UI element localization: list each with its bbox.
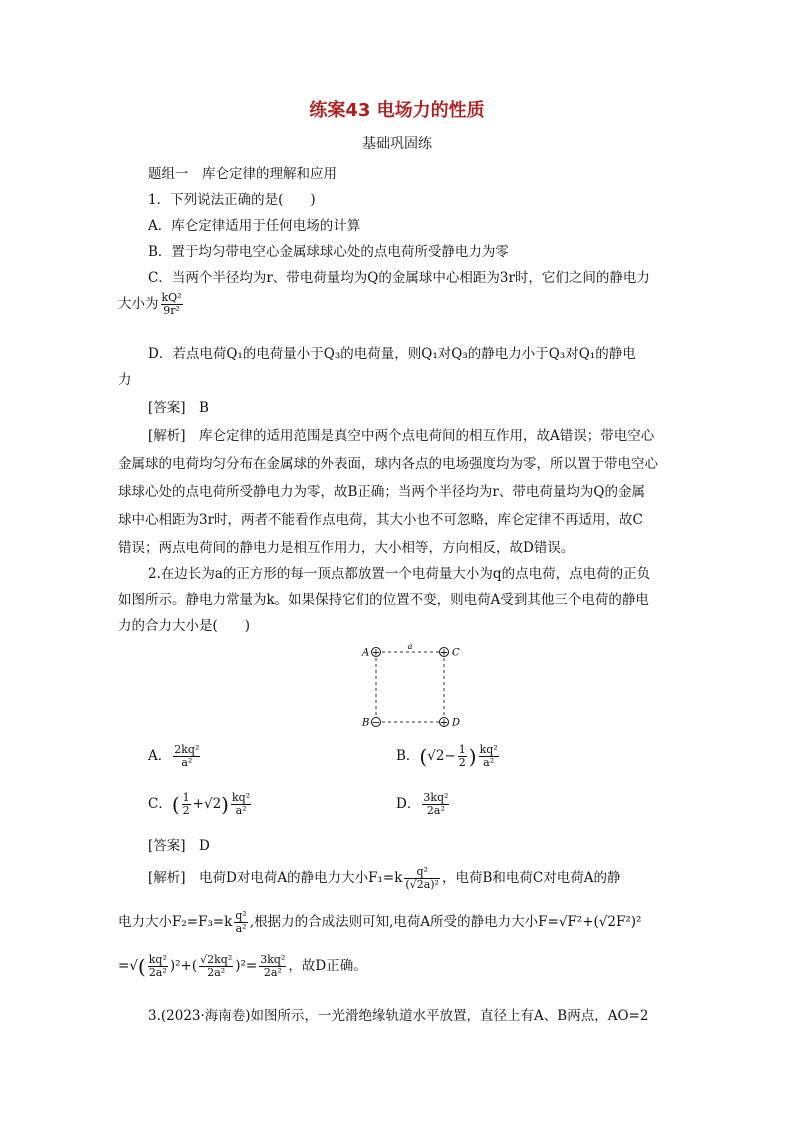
q2-exp2-num: q²: [235, 909, 247, 922]
opt-d-den: 2a²: [426, 804, 445, 817]
q1-answer: [答案] B: [148, 400, 209, 416]
opt-b-inner: √2−: [427, 748, 456, 764]
section-subtitle: 基础巩固练: [362, 136, 432, 152]
q2-exp2-b: ,根据力的合成法则可知,电荷A所受的静电力大小F=√F²+(√2F²)²: [249, 914, 642, 930]
q1-stem: 1．下列说法正确的是( ): [148, 192, 316, 208]
opt-d-frac: [422, 792, 449, 817]
opt-b-rparen: ): [468, 744, 477, 769]
page-title: 练案43 电场力的性质: [309, 100, 485, 121]
q1-option-c-line1: C．当两个半径均为r、带电荷量均为Q的金属球中心相距为3r时，它们之间的静电力: [148, 270, 650, 286]
opt-b-subfrac: [458, 744, 467, 769]
q2-exp3-frac2: [199, 954, 233, 979]
opt-b-fn: 1: [458, 743, 466, 756]
q1-c-fraction: [161, 292, 183, 317]
q2-exp1-den: (√2a)²: [405, 878, 439, 891]
q3-stem: 3.(2023·海南卷)如图所示，一光滑绝缘轨道水平放置，直径上有A、B两点，AO=2: [148, 1008, 649, 1024]
q2-explanation-1: [148, 866, 620, 891]
q2-stem-1: 2.在边长为a的正方形的每一顶点都放置一个电荷量大小为q的点电荷，点电荷的正负: [148, 566, 651, 582]
q2-explanation-3: =√( $\frac{\text{kq²}}{\text{2a²}}$ )²+( $\frac{\text{√2kq²}}{\text{2a²}}$ )²= $\frac{\text{3kq²}}{\text{2a²}}$ ，故D正确。: [118, 953, 367, 979]
group-heading: 题组一 库仑定律的理解和应用: [148, 166, 337, 182]
q2-option-a: [148, 744, 202, 769]
q2-exp3-close: )²=: [235, 958, 258, 974]
opt-c-fd: 2: [182, 804, 190, 817]
q2-exp3-den2: 2a²: [207, 966, 226, 979]
opt-c-inner: +√2: [192, 796, 222, 812]
opt-a-num: 2kq²: [174, 743, 200, 756]
opt-d-label: D．: [396, 796, 421, 812]
opt-a-frac: [173, 744, 200, 769]
label-b: B: [362, 717, 370, 729]
label-c: C: [452, 647, 460, 659]
opt-b-den: a²: [483, 756, 495, 769]
opt-a-label: A．: [148, 748, 172, 764]
q2-option-b: [396, 744, 501, 769]
q2-exp3-den1: 2a²: [148, 966, 167, 979]
q2-exp3-mid: )²+(: [169, 958, 198, 974]
q1-option-d-line1: D．若点电荷Q₁的电荷量小于Q₃的电荷量，则Q₁对Q₃的静电力小于Q₃对Q₁的静电: [148, 346, 636, 362]
label-a: A: [362, 647, 370, 659]
q2-option-c: [148, 792, 253, 817]
q2-exp3-den3: 2a²: [263, 966, 282, 979]
q2-exp3-b: ，故D正确。: [288, 958, 367, 974]
opt-a-den: a²: [181, 756, 193, 769]
opt-d-num: 3kq²: [423, 791, 449, 804]
opt-b-frac: [479, 744, 499, 769]
sign-a: +: [371, 647, 381, 659]
q2-exp1-a: [解析] 电荷D对电荷A的静电力大小F₁=k: [148, 870, 403, 886]
opt-c-frac: [231, 792, 251, 817]
opt-b-label: B．: [396, 748, 420, 764]
q2-exp2-den: a²: [235, 922, 247, 935]
sign-c: +: [439, 647, 449, 659]
q1-explanation-5: 错误；两点电荷间的静电力是相互作用力，大小相等，方向相反，故D错误。: [118, 540, 575, 556]
q1-explanation-2: 金属球的电荷均匀分布在金属球的外表面，球内各点的电场强度均为零，所以置于带电空心: [118, 456, 658, 472]
q1-option-c-line2: [118, 292, 185, 317]
q2-exp3-frac3: [259, 954, 286, 979]
q2-answer: [答案] D: [148, 838, 210, 854]
square-charge-figure: [356, 640, 466, 730]
q2-exp2-frac: [234, 910, 247, 935]
q1-c-num: kQ²: [161, 291, 182, 304]
q1-option-a: A．库仑定律适用于任何电场的计算: [148, 218, 361, 234]
label-d: D: [452, 717, 461, 729]
q2-exp3-lparen: (: [137, 954, 146, 979]
q1-c-den: 9r²: [163, 304, 180, 317]
q2-explanation-2: [118, 910, 641, 935]
q2-exp1-num: q²: [404, 866, 440, 879]
opt-c-rparen: ): [221, 792, 229, 817]
q1-option-b: B．置于均匀带电空心金属球球心处的点电荷所受静电力为零: [148, 244, 509, 260]
q2-exp1-b: ，电荷B和电荷C对电荷A的静: [441, 870, 621, 886]
opt-c-num: kq²: [231, 791, 251, 804]
q2-exp3-num2: √2kq²: [200, 953, 233, 966]
opt-b-num: kq²: [479, 743, 498, 756]
sign-b: −: [371, 717, 381, 729]
opt-b-fd: 2: [458, 756, 466, 769]
sign-d: +: [439, 717, 449, 729]
q1-explanation-4: 球中心相距为3r时，两者不能看作点电荷，其大小也不可忽略，库仑定律不再适用，故C: [118, 512, 643, 528]
q1-option-d-line2: 力: [118, 372, 132, 388]
q2-option-d: [396, 792, 451, 817]
label-side: a: [407, 642, 413, 651]
q2-exp3-num3: 3kq²: [260, 953, 286, 966]
opt-c-lparen: (: [171, 792, 180, 817]
q2-exp3-frac1: [148, 954, 168, 979]
opt-c-den: a²: [235, 804, 247, 817]
q2-stem-3: 力的合力大小是( ): [118, 618, 251, 634]
q1-explanation-1: [解析] 库仑定律的适用范围是真空中两个点电荷间的相互作用，故A错误；带电空心: [148, 428, 655, 444]
q2-exp3-eq: =: [118, 958, 130, 974]
opt-c-subfrac: [182, 792, 191, 817]
opt-c-label: C．: [148, 796, 172, 812]
q2-exp2-a: 电力大小F₂=F₃=k: [118, 914, 233, 930]
opt-b-lparen: (: [419, 744, 428, 769]
opt-c-fn: 1: [182, 791, 190, 804]
q2-exp1-frac: [404, 866, 440, 891]
q1-c-prefix: 大小为: [118, 296, 159, 312]
q2-exp3-num1: kq²: [148, 953, 167, 966]
q2-stem-2: 如图所示。静电力常量为k。如果保持它们的位置不变，则电荷A受到其他三个电荷的静电: [118, 592, 649, 608]
q1-explanation-3: 球球心处的点电荷所受静电力为零，故B正确；当两个半径均为r、带电荷量均为Q的金属: [118, 484, 645, 500]
